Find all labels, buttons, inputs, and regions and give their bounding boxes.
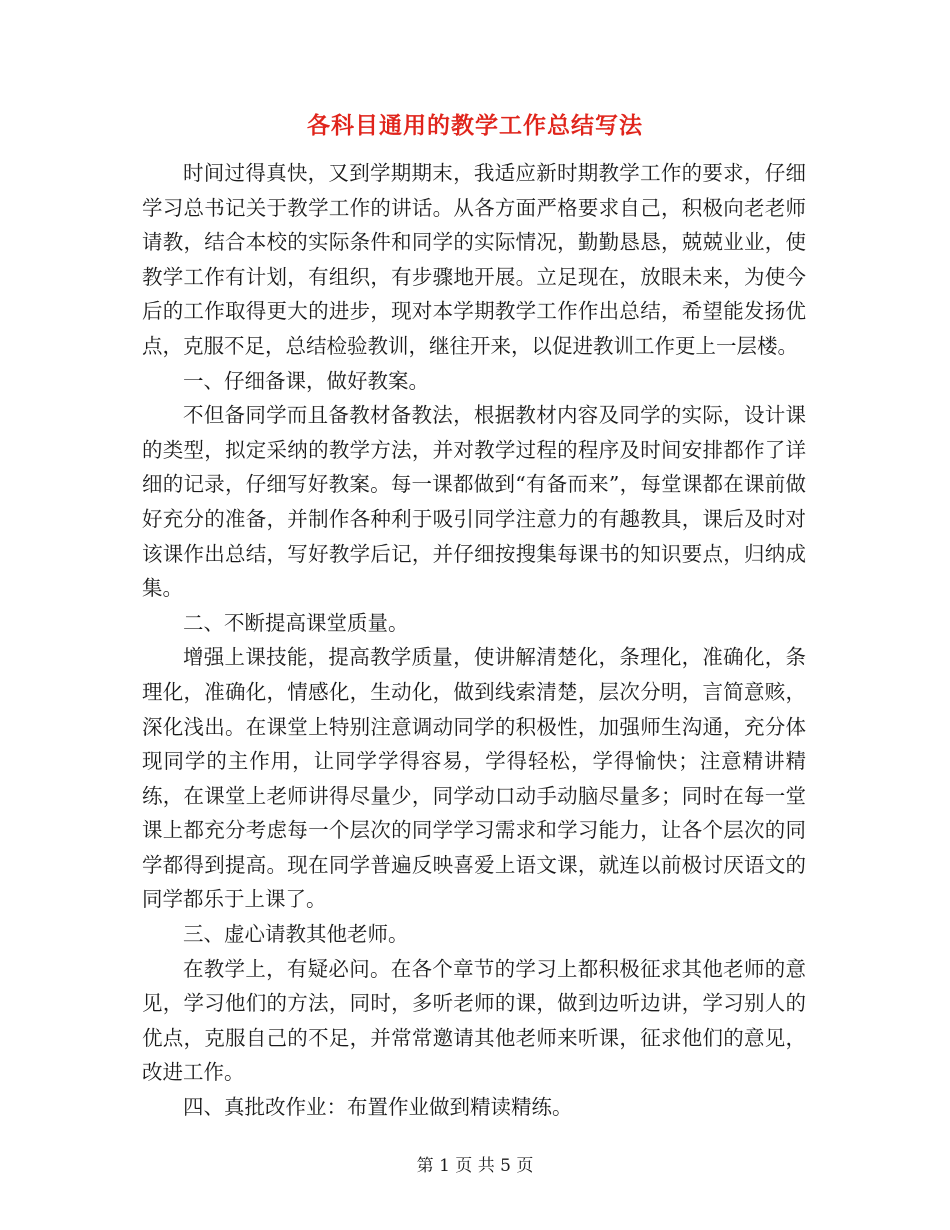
paragraph-section-2: 增强上课技能，提高教学质量，使讲解清楚化，条理化，准确化，条理化，准确化，情感化，生动化，做到线索清楚，层次分明，言简意赅，深化浅出。在课堂上特别注意调动同学的积极性，加强师生沟通，充分体现同学的主作用，让同学学得容易，学得轻松，学得愉快；注意精讲精练，在课堂上老师讲得尽量少，同学动口动手动脑尽量多；同时在每一堂课上都充分考虑每一个层次的同学学习需求和学习能力，让各个层次的同学都得到提高。现在同学普遍反映喜爱上语文课，就连以前极讨厌语文的同学都乐于上课了。 — [142, 645, 806, 912]
paragraph-intro: 时间过得真快，又到学期期末，我适应新时期教学工作的要求，仔细学习总书记关于教学工作的讲话。从各方面严格要求自己，积极向老老师请教，结合本校的实际条件和同学的实际情况，勤勤恳恳，兢兢业业，使教学工作有计划，有组织，有步骤地开展。立足现在，放眼未来，为使今后的工作取得更大的进步，现对本学期教学工作作出总结，希望能发扬优点，克服不足，总结检验教训，继往开来，以促进教训工作更上一层楼。 — [142, 161, 806, 358]
paragraph-section-1: 不但备同学而且备教材备教法，根据教材内容及同学的实际，设计课的类型，拟定采纳的教学方法，并对教学过程的程序及时间安排都作了详细的记录，仔细写好教案。每一课都做到“有备而来”，每堂课都在课前做好充分的准备，并制作各种利于吸引同学注意力的有趣教具，课后及时对该课作出总结，写好教学后记，并仔细按搜集每课书的知识要点，归纳成集。 — [142, 403, 806, 601]
section-heading-3: 三、虚心请教其他老师。 — [183, 922, 409, 947]
section-heading-1: 一、仔细备课，做好教案。 — [183, 368, 429, 393]
page-footer: 第 1 页 共 5 页 — [416, 1156, 534, 1176]
document-body — [142, 156, 806, 1125]
section-heading-2: 二、不断提高课堂质量。 — [183, 610, 409, 635]
paragraph-section-3: 在教学上，有疑必问。在各个章节的学习上都积极征求其他老师的意见，学习他们的方法，同时，多听老师的课，做到边听边讲，学习别人的优点，克服自己的不足，并常常邀请其他老师来听课，征求他们的意见，改进工作。 — [142, 956, 806, 1085]
document-title: 各科目通用的教学工作总结写法 — [307, 112, 643, 139]
section-heading-4: 四、真批改作业：布置作业做到精读精练。 — [183, 1095, 573, 1120]
